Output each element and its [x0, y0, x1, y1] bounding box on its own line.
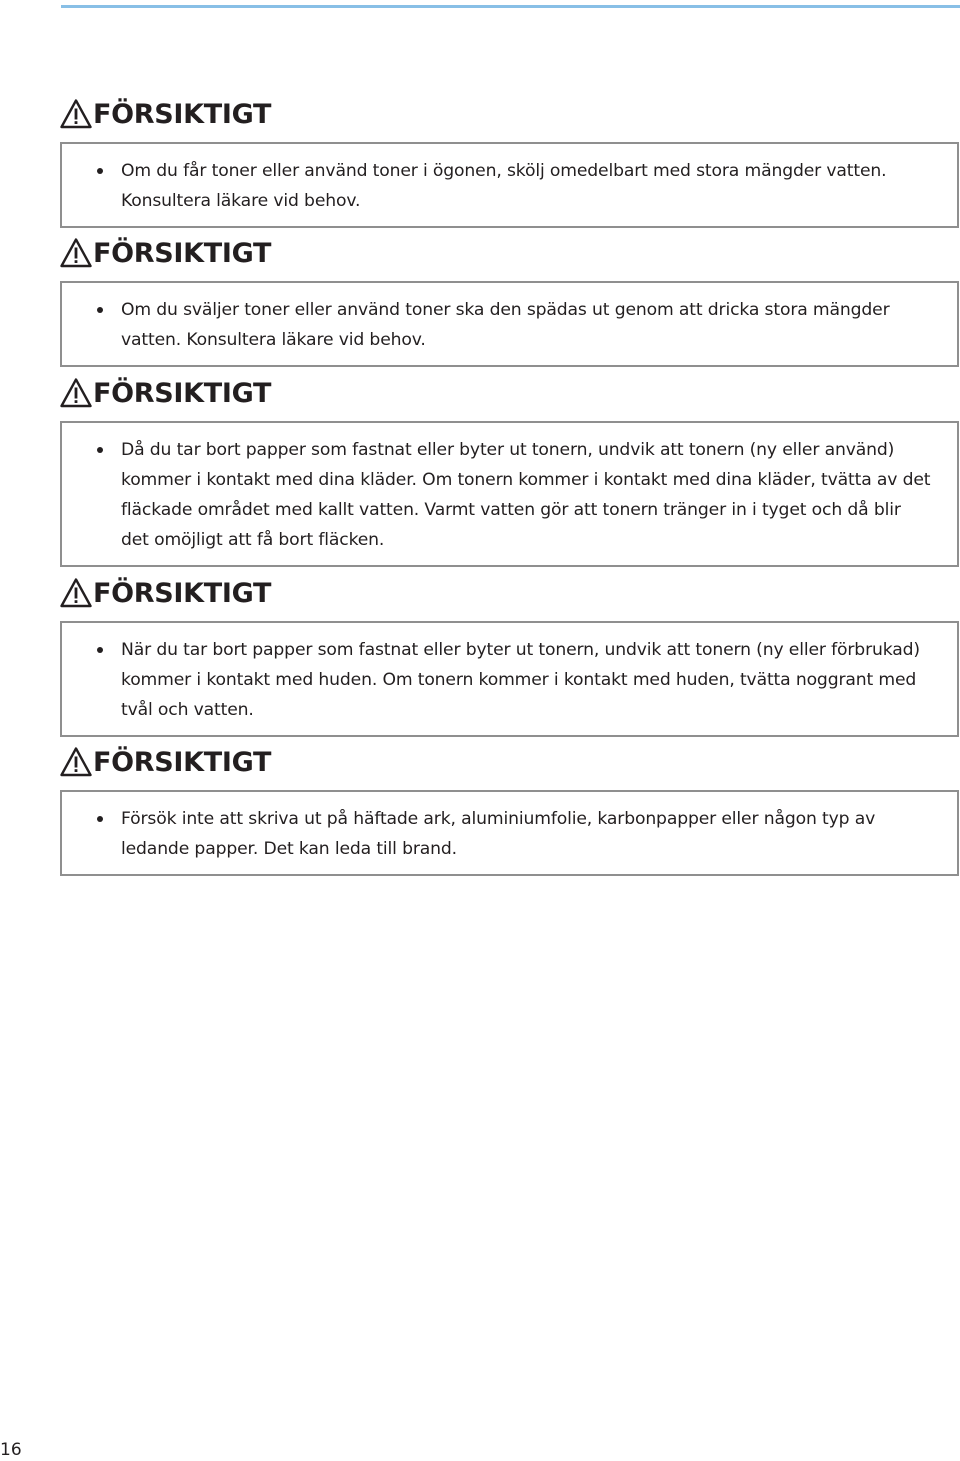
bullet-icon — [97, 447, 103, 453]
caution-heading-text: FÖRSIKTIGT — [93, 577, 272, 609]
caution-box — [60, 790, 959, 876]
caution-section-1 — [60, 94, 959, 228]
header-rule — [61, 5, 960, 8]
caution-item — [121, 804, 933, 864]
warning-triangle-icon — [60, 238, 92, 268]
caution-text: Om du får toner eller använd toner i ögonen, skölj omedelbart med stora mängder vatten. Konsultera läkare vid behov. — [121, 161, 887, 211]
caution-item — [121, 635, 933, 725]
caution-text: När du tar bort papper som fastnat eller byter ut tonern, undvik att tonern (ny eller förbrukad) kommer i kontakt med huden. Om tonern kommer i kontakt med huden, tvätta noggrant med tvål och vatten. — [121, 640, 920, 720]
page-number: 16 — [0, 1440, 22, 1460]
caution-box — [60, 142, 959, 228]
caution-section-4 — [60, 573, 959, 737]
caution-box — [60, 621, 959, 737]
caution-heading-text: FÖRSIKTIGT — [93, 237, 272, 269]
caution-text: Då du tar bort papper som fastnat eller byter ut tonern, undvik att tonern (ny eller använd) kommer i kontakt med dina kläder. Om tonern kommer i kontakt med dina kläder, tvätta av det fläckade området med kallt vatten. Varmt vatten gör att tonern tränger in i tyget och då blir det omöjligt att få bort fläcken. — [121, 440, 931, 550]
bullet-icon — [97, 647, 103, 653]
caution-heading-text: FÖRSIKTIGT — [93, 746, 272, 778]
bullet-icon — [97, 168, 103, 174]
caution-section-3 — [60, 373, 959, 567]
caution-text: Försök inte att skriva ut på häftade ark, aluminiumfolie, karbonpapper eller någon typ av ledande papper. Det kan leda till brand. — [121, 809, 876, 859]
caution-heading — [60, 233, 959, 273]
bullet-icon — [97, 816, 103, 822]
caution-box — [60, 421, 959, 567]
caution-heading — [60, 373, 959, 413]
caution-item — [121, 435, 933, 555]
warning-triangle-icon — [60, 378, 92, 408]
caution-item — [121, 156, 933, 216]
caution-heading — [60, 573, 959, 613]
warning-triangle-icon — [60, 578, 92, 608]
warning-triangle-icon — [60, 99, 92, 129]
caution-heading — [60, 742, 959, 782]
warning-triangle-icon — [60, 747, 92, 777]
caution-heading — [60, 94, 959, 134]
caution-section-2 — [60, 233, 959, 367]
caution-box — [60, 281, 959, 367]
caution-item — [121, 295, 933, 355]
bullet-icon — [97, 307, 103, 313]
caution-section-5 — [60, 742, 959, 876]
caution-text: Om du sväljer toner eller använd toner ska den spädas ut genom att dricka stora mängder vatten. Konsultera läkare vid behov. — [121, 300, 890, 350]
caution-heading-text: FÖRSIKTIGT — [93, 377, 272, 409]
caution-heading-text: FÖRSIKTIGT — [93, 98, 272, 130]
